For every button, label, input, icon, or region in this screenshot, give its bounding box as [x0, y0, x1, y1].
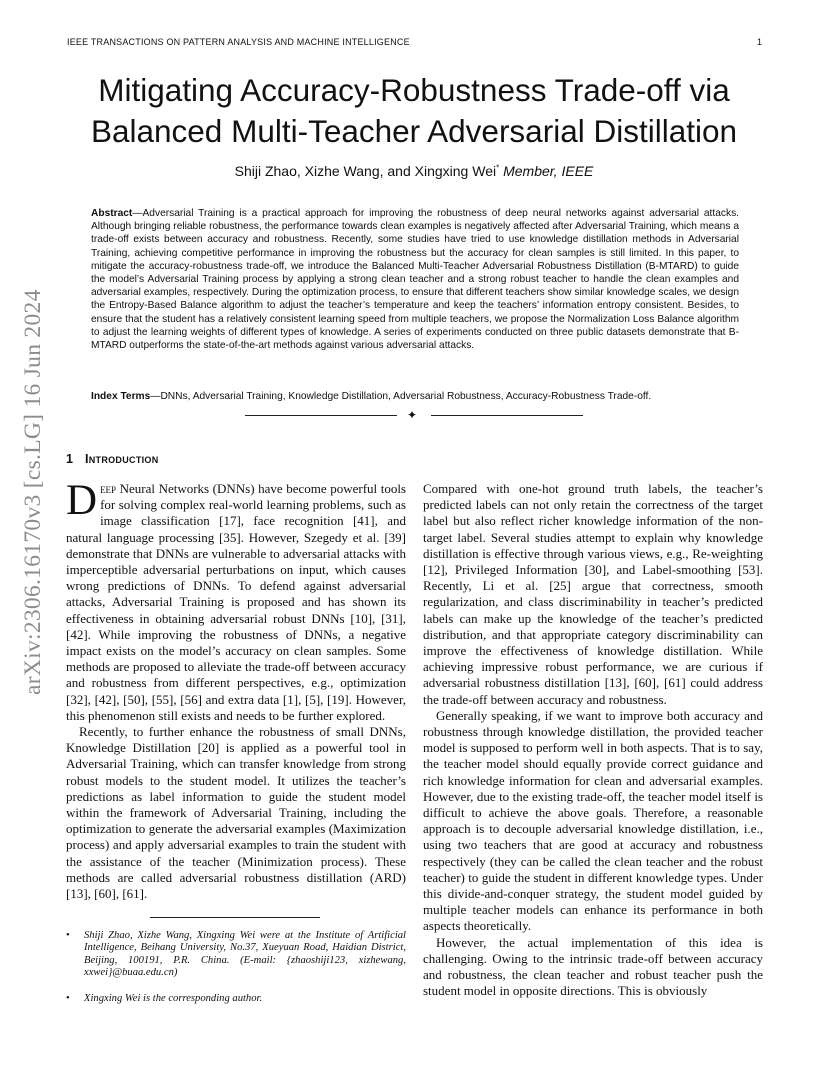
intro-paragraph-1 [66, 477, 406, 724]
abstract-label: Abstract [91, 208, 133, 219]
index-terms-text: —DNNs, Adversarial Training, Knowledge Distillation, Adversarial Robustness, Accuracy-Robustness Trade-off. [150, 391, 652, 402]
intro-paragraph-1-text: Neural Networks (DNNs) have become powerful tools for solving complex real-world learning problems, such as image classification [17], face recognition [41], and natural language processing [35]. However, Szegedy et al. [39] demonstrate that DNNs are vulnerable to adversarial attacks with imperceptible adversarial perturbations on input, which causes wrong predictions of DNNs. To defend against adversarial attacks, Adversarial Training is proposed and has shown its effectiveness in obtaining adversarial robust DNNs [10], [31], [42]. While improving the robustness of DNNs, a negative impact exists on the model’s accuracy on clean samples. Some methods are proposed to alleviate the trade-off between accuracy and robustness from different perspectives, e.g., optimization [32], [42], [50], [55], [56] and extra data [1], [5], [19]. However, this phenomenon still exists and needs to be further explored. [66, 481, 406, 723]
section-heading [66, 452, 159, 466]
footnote-bullet: • [66, 930, 70, 941]
index-terms [91, 390, 739, 403]
intro-paragraph-5: However, the actual implementation of this idea is challenging. Owing to the intrinsic trade-off between accuracy and robustness, the clean teacher and robust teacher push the student model in opposite directions. This is obviously [423, 934, 763, 999]
title-line-2: Balanced Multi-Teacher Adversarial Distillation [90, 113, 738, 149]
intro-paragraph-2: Recently, to further enhance the robustness of small DNNs, Knowledge Distillation [20] is applied as a powerful tool in Adversarial Training, which can transfer knowledge from strong robust models to the student model. It utilizes the teacher’s predictions as label information to guide the student model within the framework of Adversarial Training, including the optimization to generate the adversarial examples (Maximization process) and apply adversarial examples to train the student with the assistance of the teacher (Minimization process). These methods are called adversarial robustness distillation (ARD) [13], [60], [61]. [66, 724, 406, 902]
section-separator [245, 408, 583, 422]
separator-diamond-icon: ✦ [407, 408, 418, 422]
footnote-affiliation [66, 930, 406, 980]
author-line [40, 163, 788, 179]
intro-smallcaps: eep [100, 481, 117, 496]
left-column [66, 477, 406, 902]
corresponding-mark: * [496, 163, 500, 173]
title-line-1: Mitigating Accuracy-Robustness Trade-off via [98, 72, 730, 108]
intro-paragraph-3: Compared with one-hot ground truth labels, the teacher’s predicted labels can not only retain the correctness of the target label but also reflect richer knowledge information of the non-target label. Several studies attempt to explain why knowledge distillation is effective through various views, e.g., Re-weighting [12], Privileged Information [30], and Label-smoothing [53]. Recently, Li et al. [25] argue that correctness, smooth regularization, and class discriminability in teacher’s predicted labels can make up the knowledge of the teacher’s predicted distribution, and that appropriate category discriminability can improve the effectiveness of knowledge distillation. While achieving impressive robust performance, we are curious if adversarial robustness distillation [13], [60], [61] could address the trade-off between accuracy and robustness. [423, 481, 763, 707]
footnotes [66, 930, 406, 1018]
footnote-corresponding-text: Xingxing Wei is the corresponding author. [84, 992, 263, 1004]
abstract-text: —Adversarial Training is a practical approach for improving the robustness of deep neural networks against adversarial attacks. Although bringing reliable robustness, the performance towards clean examples is negatively affected after Adversarial Training, which means a trade-off exists between accuracy and robustness. Recently, some studies have tried to use knowledge distillation methods in Adversarial Training, achieving competitive performance in improving the robustness but the accuracy for clean samples is still limited. In this paper, to mitigate the accuracy-robustness trade-off, we introduce the Balanced Multi-Teacher Adversarial Robustness Distillation (B-MTARD) to guide the model’s Adversarial Training process by applying a strong clean teacher and a strong robust teacher to handle the clean examples and adversarial examples, respectively. During the optimization process, to ensure that different teachers show similar knowledge scales, we design the Entropy-Based Balance algorithm to adjust the teacher’s temperature and keep the teachers’ information entropy consistent. Besides, to ensure that the student has a relatively consistent learning speed from multiple teachers, we propose the Normalization Loss Balance algorithm to adjust the learning weights of different types of knowledge. A series of experiments conducted on three public datasets demonstrate that B-MTARD outperforms the state-of-the-art methods against various adversarial attacks. [91, 208, 739, 352]
section-number: 1 [66, 452, 73, 466]
running-head: IEEE TRANSACTIONS ON PATTERN ANALYSIS AND MACHINE INTELLIGENCE [67, 37, 410, 47]
authors: Shiji Zhao, Xizhe Wang, and Xingxing Wei [234, 163, 497, 179]
separator-line-right [431, 415, 583, 416]
arxiv-stamp: arXiv:2306.16170v3 [cs.LG] 16 Jun 2024 [20, 289, 46, 695]
drop-cap: D [66, 477, 98, 524]
section-title: Introduction [84, 452, 159, 466]
paper-title [40, 70, 788, 152]
member-designation: Member, IEEE [503, 163, 594, 179]
right-column [423, 481, 763, 1000]
separator-line-left [245, 415, 397, 416]
footnote-affiliation-text: Shiji Zhao, Xizhe Wang, Xingxing Wei were at the Institute of Artificial Intelligence, Beihang University, No.37, Xueyuan Road, Haidian District, Beijing, 100191, P.R. China. (E-mail: {zhaoshiji123, xizhewang, xxwei}@buaa.edu.cn) [84, 930, 406, 979]
page-number: 1 [757, 37, 763, 47]
footnote-bullet: • [66, 992, 70, 1004]
intro-paragraph-4: Generally speaking, if we want to improve both accuracy and robustness through knowledge distillation, the provided teacher model is supposed to perform well in both aspects. That is to say, the teacher model should equally provide correct guidance and rich knowledge information for clean and adversarial examples. However, due to the existing trade-off, the teacher model itself is difficult to achieve the above goals. Therefore, a reasonable approach is to decouple adversarial knowledge distillation, i.e., using two teachers that are good at accuracy and robustness respectively (they can be called the clean teacher and the robust teacher) to guide the student in different knowledge types. Under this divide-and-conquer strategy, the student model guided by multiple teacher models can enhance its performance in both aspects theoretically. [423, 707, 763, 934]
footnote-rule [150, 917, 320, 918]
footnote-corresponding [66, 993, 406, 1005]
abstract [91, 207, 739, 352]
index-terms-label: Index Terms [91, 391, 151, 402]
